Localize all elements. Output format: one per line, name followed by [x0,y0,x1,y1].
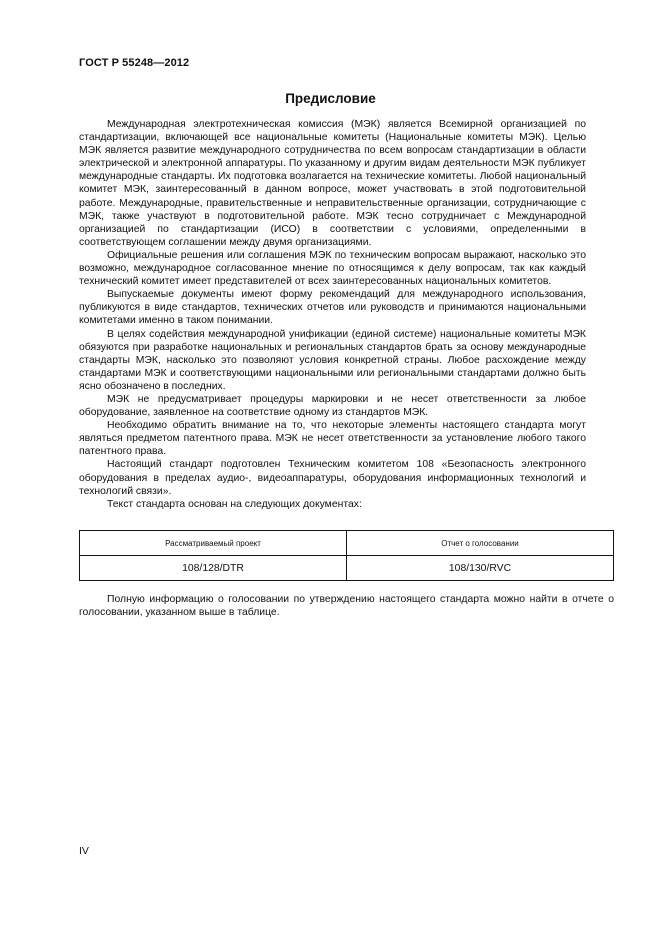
paragraph: Текст стандарта основан на следующих документах: [107,498,362,510]
table-cell-voting-report: 108/130/RVC [347,556,614,581]
paragraph: Международная электротехническая комиссия (МЭК) является Всемирной организацией по стандартизации, включающей все национальные комитеты (Национальные комитеты МЭК). Целью МЭК является развитие международного сотрудничества по всем вопросам стандартизации в области электрической и электронной аппаратуры. По указанному и другим видам деятельности МЭК публикует международные стандарты. Их подготовка возлагается на технические комитеты. Любой национальный комитет МЭК, заинтересованный в данном вопросе, может участвовать в этой подготовительной работе. Международные, правительственные и неправительственные организации, сотрудничающие с МЭК, также участвуют в подготовительной работе. МЭК тесно сотрудничает с Международной организацией по стандартизации (ИСО) в соответствии с условиями, определенными в соответствующем соглашении между двумя организациями. [79,119,586,248]
section-title: Предисловие [285,91,376,106]
closing-text [79,593,614,619]
paragraph: Выпускаемые документы имеют форму рекомендаций для международного использования, публикуются в виде стандартов, технических отчетов или руководств и принимаются национальными комитетами именно в таком понимании. [79,289,586,327]
document-header: ГОСТ Р 55248—2012 [79,57,190,69]
paragraph: Полную информацию о голосовании по утверждению настоящего стандарта можно найти в отчете о голосовании, указанном выше в таблице. [79,594,614,619]
table-header-draft: Рассматриваемый проект [80,531,347,556]
table-header-voting-report: Отчет о голосовании [347,531,614,556]
paragraph: МЭК не предусматривает процедуры маркировки и не несет ответственности за любое оборудование, заявленное на соответствие одному из стандартов МЭК. [79,393,586,419]
table-row [80,556,614,581]
documents-table [79,530,614,581]
paragraph: Настоящий стандарт подготовлен Техническим комитетом 108 «Безопасность электронного оборудования в пределах аудио-, видеоаппаратуры, оборудования информационных технологий и технологий связи». [79,459,586,497]
paragraph: Официальные решения или соглашения МЭК по техническим вопросам выражают, насколько это возможно, международное согласованное мнение по относящимся к делу вопросам, так как каждый технический комитет имеет представителей от всех заинтересованных национальных комитетов. [79,249,586,288]
body-text [79,118,586,511]
table-cell-draft: 108/128/DTR [80,556,347,581]
page-number: IV [79,845,89,857]
paragraph: Необходимо обратить внимание на то, что некоторые элементы настоящего стандарта могут являться предметом патентного права. МЭК не несет ответственности за установление любого такого патентного права. [79,420,586,458]
paragraph: В целях содействия международной унификации (единой системе) национальные комитеты МЭК обязуются при разработке национальных и региональных стандартов брать за основу международные стандарты МЭК, насколько это позволяют условия конкретной страны. Любое расхождение между стандартами МЭК и соответствующими национальными или региональными стандартами должно быть ясно обозначено в последних. [79,328,586,392]
table-header-row [80,531,614,556]
